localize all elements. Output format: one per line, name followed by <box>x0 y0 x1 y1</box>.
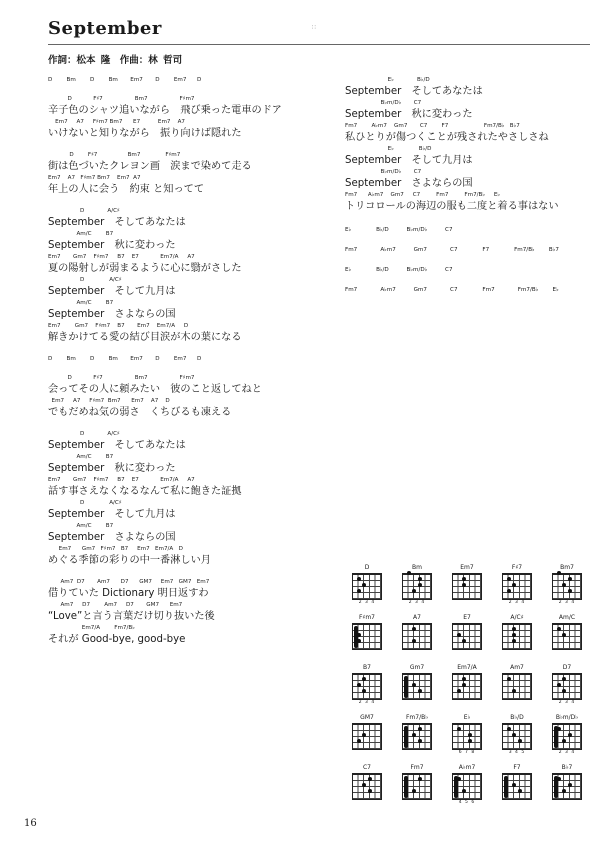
lyric-line: 借りていた Dictionary 明日返すわ <box>48 588 209 599</box>
chord-diagram-name: A♭m7 <box>458 764 476 771</box>
chord-diagram-name: C7 <box>362 764 371 771</box>
finger-dot <box>412 789 416 793</box>
fretboard-grid <box>552 674 582 700</box>
fretboard-grid <box>502 774 532 800</box>
chord-line: Em7 Gm7 F♯m7 B7 Em7 Em7/A D <box>48 546 183 552</box>
lyric-line: September そしてあなたは <box>48 440 186 451</box>
fretboard-grid <box>352 624 382 650</box>
chord-diagram-name: A/C♯ <box>510 614 524 621</box>
chord-line: E♭ B♭/D B♭m/D♭ C7 <box>345 227 453 233</box>
lyric-line: 私ひとりが傷つくことが残されたやさしさね <box>345 132 549 143</box>
lyric-line: トリコロールの海辺の服も二度と着る事はない <box>345 201 559 212</box>
finger-dot <box>418 583 422 587</box>
chord-diagram-name: Em7/A <box>457 664 477 671</box>
chord-line: Am/C B7 <box>48 454 114 460</box>
finger-dot <box>468 733 472 737</box>
stanza-gap <box>48 141 330 151</box>
chord-diagram <box>542 713 592 757</box>
title-divider <box>48 44 590 45</box>
stanza-gap <box>48 364 330 374</box>
chord-diagram-name: E♭ <box>463 714 471 721</box>
finger-dot <box>562 677 566 681</box>
chord-line: D F♯7 Bm7 F♯m7 <box>48 152 181 158</box>
finger-dot <box>412 733 416 737</box>
lyric-line: September さよならの国 <box>345 178 473 189</box>
chord-line: D A/C♯ <box>48 431 120 437</box>
chord-diagram-name: B♭7 <box>561 764 573 771</box>
chord-line: Am/C B7 <box>48 523 114 529</box>
fretboard-grid <box>552 724 582 750</box>
lyric-line: September さよならの国 <box>48 309 176 320</box>
finger-dot <box>562 739 566 743</box>
finger-numbers: 2 3 4 <box>358 700 376 705</box>
fretboard-grid <box>552 574 582 600</box>
chord-diagram-name: Em7 <box>460 564 474 571</box>
finger-dot <box>362 783 366 787</box>
left-column <box>48 76 330 647</box>
finger-dot <box>512 689 516 693</box>
chord-line: Fm7 A♭m7 Gm7 C7 Fm7 Fm7/B♭ E♭ <box>345 287 559 293</box>
lyric-line: September そして九月は <box>48 509 176 520</box>
finger-dot <box>568 783 572 787</box>
lyric-line: 年上の人に会う 約束 と知ってて <box>48 184 205 195</box>
finger-numbers: 2 3 4 <box>508 600 526 605</box>
chord-diagram-name: Gm7 <box>409 664 425 671</box>
finger-dot <box>562 689 566 693</box>
finger-dot <box>412 683 416 687</box>
lyric-line: September 秋に変わった <box>345 109 473 120</box>
finger-dot <box>562 789 566 793</box>
chord-line: E♭ B♭/D B♭m/D♭ C7 <box>345 267 453 273</box>
finger-numbers: 2 3 4 <box>558 750 576 755</box>
barre-mark <box>404 676 408 698</box>
stanza-gap <box>48 197 330 207</box>
chord-line: D A/C♯ <box>48 277 122 283</box>
chord-line: Em7 Gm7 F♯m7 B7 E7 Em7/A A7 <box>48 254 195 260</box>
lyric-line: September そして九月は <box>48 286 176 297</box>
lyric-line: September さよならの国 <box>48 532 176 543</box>
stanza-gap <box>48 345 330 355</box>
finger-dot <box>468 739 472 743</box>
finger-dot <box>518 789 522 793</box>
chord-diagram <box>492 613 542 657</box>
barre-mark <box>404 776 408 798</box>
finger-dot <box>462 577 466 581</box>
finger-dot <box>357 683 361 687</box>
finger-dot <box>362 583 366 587</box>
chord-diagram <box>442 663 492 707</box>
finger-dot <box>412 639 416 643</box>
fretboard-grid <box>552 774 582 800</box>
chord-diagram <box>342 763 392 807</box>
chord-line: D A/C♯ <box>48 208 120 214</box>
finger-dot <box>362 677 366 681</box>
finger-dot <box>562 633 566 637</box>
stanza-gap <box>48 85 330 95</box>
finger-dot <box>562 583 566 587</box>
lyric-line: それが Good-bye, good-bye <box>48 634 186 645</box>
fretboard-grid <box>452 674 482 700</box>
chord-diagram <box>442 613 492 657</box>
chord-line: B♭m/D♭ C7 <box>345 169 422 175</box>
chord-line: Fm7 A♭m7 Gm7 C7 F7 Fm7/B♭ B♭7 <box>345 123 520 129</box>
fretboard-grid <box>402 624 432 650</box>
fretboard-grid <box>452 624 482 650</box>
fretboard-grid <box>552 624 582 650</box>
corner-mark: ∷ <box>312 24 316 31</box>
finger-dot <box>357 577 361 581</box>
chord-line: D F♯7 Bm7 F♯m7 <box>48 96 195 102</box>
fretboard-grid <box>502 674 532 700</box>
finger-dot <box>457 689 461 693</box>
lyric-line: 街は色づいたクレヨン画 涙まで染めて走る <box>48 161 252 172</box>
lyric-line: “Love”と言う言葉だけ切り抜いた後 <box>48 611 215 622</box>
chord-diagram <box>542 613 592 657</box>
finger-dot <box>462 677 466 681</box>
chord-line: Fm7 A♭m7 Gm7 C7 Fm7 Fm7/B♭ E♭ <box>345 192 501 198</box>
fretboard-grid <box>352 674 382 700</box>
chord-diagram-name: B♭/D <box>510 714 524 721</box>
lyric-line: September そして九月は <box>345 155 473 166</box>
chord-diagram-name: F7 <box>513 764 521 771</box>
fretboard-grid <box>452 774 482 800</box>
fretboard-grid <box>402 774 432 800</box>
barre-mark <box>404 726 408 748</box>
finger-dot <box>518 739 522 743</box>
chord-line: Em7 A7 F♯m7 Bm7 Em7 A7 <box>48 175 141 181</box>
finger-dot <box>568 577 572 581</box>
chord-diagram <box>342 613 392 657</box>
chord-line: B♭m/D♭ C7 <box>345 100 422 106</box>
finger-dot <box>507 677 511 681</box>
chord-line: Fm7 A♭m7 Gm7 C7 F7 Fm7/B♭ B♭7 <box>345 247 559 253</box>
chord-diagram-name: Fm7/B♭ <box>405 714 429 721</box>
chord-diagram-name: F♯m7 <box>358 614 376 621</box>
finger-numbers: 6 7 8 <box>458 750 476 755</box>
chord-diagram <box>492 763 542 807</box>
finger-dot <box>357 739 361 743</box>
finger-dot <box>512 639 516 643</box>
song-title: September <box>48 18 162 39</box>
chord-line: Em7 Gm7 F♯m7 B7 Em7 Em7/A D <box>48 323 189 329</box>
song-credits: 作詞：松本 隆 作曲：林 哲司 <box>48 55 183 66</box>
chord-diagram <box>342 563 392 607</box>
finger-dot <box>412 627 416 631</box>
lyric-line: いけないと知りながら 振り向けば隠れた <box>48 128 242 139</box>
finger-dot <box>457 777 461 781</box>
chord-line: D Bm D Bm Em7 D Em7 D <box>48 356 202 362</box>
finger-dot <box>462 583 466 587</box>
stanza-gap <box>48 420 330 430</box>
finger-dot <box>418 689 422 693</box>
finger-dot <box>357 589 361 593</box>
chord-line: Em7/A Fm7/B♭ <box>48 625 135 631</box>
chord-diagram-name: GM7 <box>360 714 374 721</box>
chord-diagram-name: E7 <box>463 614 471 621</box>
finger-dot <box>362 733 366 737</box>
finger-numbers: 4 5 6 <box>458 800 476 805</box>
chord-diagram <box>542 563 592 607</box>
chord-diagram <box>392 563 442 607</box>
finger-dot <box>368 789 372 793</box>
chord-diagram <box>542 763 592 807</box>
finger-dot <box>418 739 422 743</box>
finger-dot <box>407 571 411 575</box>
finger-dot <box>557 777 561 781</box>
chord-diagram <box>342 663 392 707</box>
lyric-line: 辛子色のシャツ追いながら 飛び乗った電車のドア <box>48 105 282 116</box>
chord-diagram <box>442 563 492 607</box>
chord-diagram-name: Bm <box>412 564 422 571</box>
finger-dot <box>512 583 516 587</box>
finger-numbers: 2 3 4 <box>558 700 576 705</box>
chord-line: Em7 A7 F♯m7 Bm7 Em7 A7 D <box>48 398 170 404</box>
finger-dot <box>507 577 511 581</box>
chord-line: D A/C♯ <box>48 500 122 506</box>
finger-dot <box>512 733 516 737</box>
lyric-line: September そしてあなたは <box>345 86 483 97</box>
right-column <box>345 76 595 300</box>
barre-mark <box>354 626 358 648</box>
chord-line: Am/C B7 <box>48 231 114 237</box>
chord-diagram <box>492 713 542 757</box>
chord-diagram <box>392 713 442 757</box>
fretboard-grid <box>502 724 532 750</box>
chord-diagram <box>342 713 392 757</box>
page-number: 16 <box>24 818 37 829</box>
chord-diagram-name: Am7 <box>510 664 524 671</box>
fretboard-grid <box>502 574 532 600</box>
finger-dot <box>462 639 466 643</box>
chord-diagram <box>442 713 492 757</box>
finger-dot <box>507 727 511 731</box>
stanza-gap <box>48 568 330 578</box>
finger-dot <box>418 727 422 731</box>
chord-diagram <box>442 763 492 807</box>
fretboard-grid <box>352 774 382 800</box>
chord-line: D Bm D Bm Em7 D Em7 D <box>48 77 202 83</box>
finger-dot <box>557 571 561 575</box>
finger-dot <box>512 627 516 631</box>
chord-diagram <box>542 663 592 707</box>
chord-diagram-name: D7 <box>562 664 572 671</box>
chord-line: D F♯7 Bm7 F♯m7 <box>48 375 195 381</box>
fretboard-grid <box>402 674 432 700</box>
chord-line: Am/C B7 <box>48 300 114 306</box>
lyric-line: めぐる季節の彩りの中一番淋しい月 <box>48 555 211 566</box>
fretboard-grid <box>452 724 482 750</box>
lyric-line: September 秋に変わった <box>48 240 176 251</box>
chord-diagram <box>392 763 442 807</box>
finger-dot <box>457 727 461 731</box>
finger-dot <box>357 633 361 637</box>
chord-diagram-name: A7 <box>413 614 421 621</box>
chord-diagram-name: Am/C <box>558 614 576 621</box>
fretboard-grid <box>452 574 482 600</box>
barre-mark <box>504 776 508 798</box>
finger-dot <box>418 777 422 781</box>
finger-dot <box>357 639 361 643</box>
finger-dot <box>568 589 572 593</box>
finger-dot <box>412 589 416 593</box>
finger-dot <box>557 727 561 731</box>
chord-line: Em7 A7 F♯m7 Bm7 E7 Em7 A7 <box>48 119 185 125</box>
lyric-line: September そしてあなたは <box>48 217 186 228</box>
finger-dot <box>368 777 372 781</box>
chord-diagram-name: Bm7 <box>560 564 574 571</box>
chord-diagram-name: D <box>364 564 370 571</box>
fretboard-grid <box>352 574 382 600</box>
chord-diagram <box>392 613 442 657</box>
chord-line: Em7 Gm7 F♯m7 B7 E7 Em7/A A7 <box>48 477 195 483</box>
fretboard-grid <box>402 724 432 750</box>
fretboard-grid <box>352 724 382 750</box>
chord-diagram <box>492 563 542 607</box>
lyric-line: でもだめね気の弱さ くちびるも凍える <box>48 407 232 418</box>
finger-dot <box>557 683 561 687</box>
chord-diagram <box>392 663 442 707</box>
finger-numbers: 2 3 4 <box>558 600 576 605</box>
finger-dot <box>568 733 572 737</box>
finger-dot <box>457 633 461 637</box>
chord-diagram <box>492 663 542 707</box>
lyric-line: 夏の陽射しが弱まるように心に翳がさした <box>48 263 242 274</box>
finger-dot <box>462 683 466 687</box>
lyric-line: 話す事さえなくなるなんて私に飽きた証拠 <box>48 486 242 497</box>
chord-line: E♭ B♭/D <box>345 146 432 152</box>
chord-line: Am7 D7 Am7 D7 GM7 Em7 <box>48 602 183 608</box>
finger-dot <box>507 589 511 593</box>
finger-numbers: 2 3 4 <box>358 600 376 605</box>
finger-dot <box>418 577 422 581</box>
chord-line: Am7 D7 Am7 D7 GM7 Em7 GM7 Em7 <box>48 579 210 585</box>
finger-dot <box>462 789 466 793</box>
finger-dot <box>362 689 366 693</box>
finger-numbers: 2 3 4 <box>408 600 426 605</box>
lyric-line: 会ってその人に頼みたい 彼のこと返してねと <box>48 384 262 395</box>
fretboard-grid <box>402 574 432 600</box>
finger-dot <box>557 627 561 631</box>
chord-diagram-name: B♭m/D♭ <box>555 714 579 721</box>
chord-diagram-name: Fm7 <box>410 764 424 771</box>
chord-diagram-name: F♯7 <box>511 564 523 571</box>
finger-dot <box>512 783 516 787</box>
lyric-line: 解きかけてる愛の結び目涙が木の葉になる <box>48 332 242 343</box>
finger-numbers: 3 4 5 <box>508 750 526 755</box>
lyric-line: September 秋に変わった <box>48 463 176 474</box>
finger-dot <box>512 633 516 637</box>
fretboard-grid <box>502 624 532 650</box>
chord-line: E♭ B♭/D <box>345 77 430 83</box>
chord-diagram-name: B7 <box>363 664 371 671</box>
chord-diagram-grid <box>342 563 592 807</box>
